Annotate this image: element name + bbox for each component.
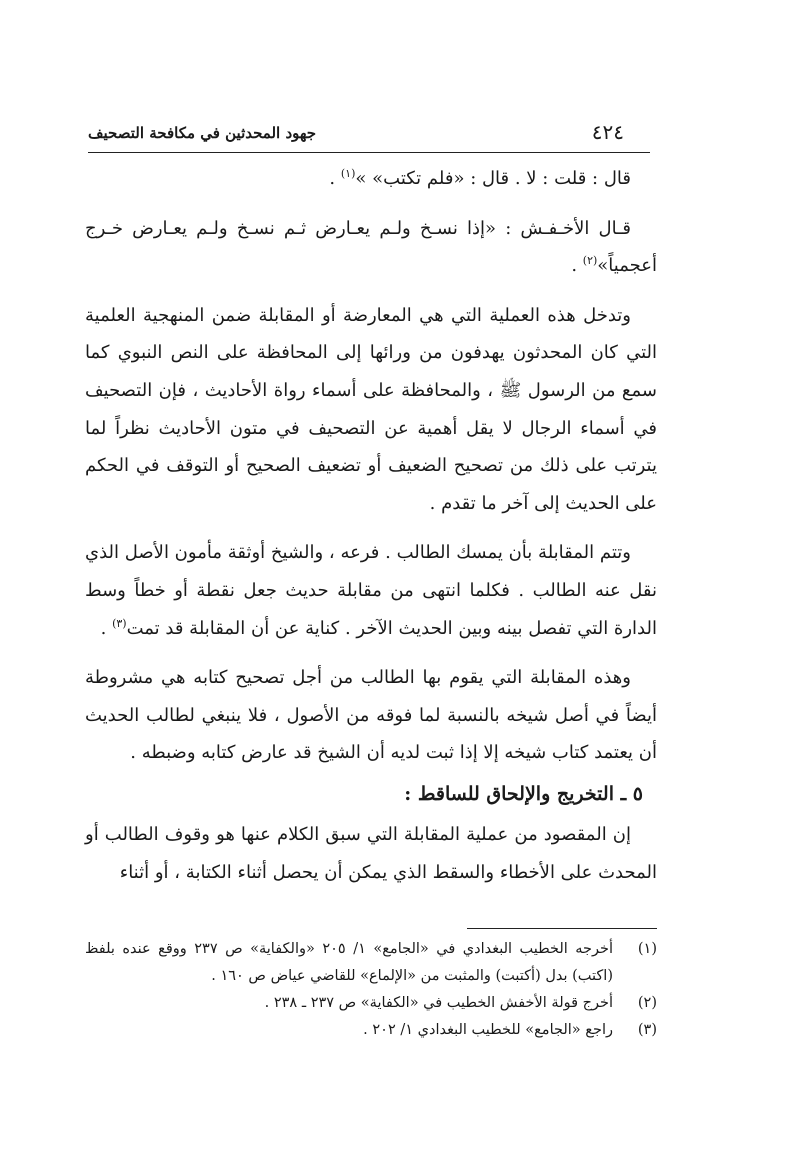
- footnote-ref: (٣): [112, 616, 127, 630]
- paragraph-text: قال : قلت : لا . قال : «فلم تكتب» »: [355, 168, 631, 189]
- footnote: [85, 990, 657, 1017]
- page-number: ٤٢٤: [591, 120, 624, 144]
- paragraph-end: .: [100, 617, 113, 639]
- running-title: جهود المحدثين في مكافحة التصحيف: [88, 124, 317, 142]
- paragraph-text: قـال الأخـفـش : «إذا نسـخ ولـم يعـارض ثـم نسـخ ولـم يعـارض خـرج أعجمياً»: [85, 217, 657, 277]
- main-text: [85, 160, 657, 891]
- paragraph-end: .: [329, 168, 341, 189]
- footnote-mark: (٢): [637, 995, 657, 1011]
- footnote-ref: (١): [340, 167, 356, 180]
- section-heading: ٥ ـ التخريج والإلحاق للساقط :: [404, 782, 643, 805]
- footnote-text: أخرج قولة الأخفش الخطيب في «الكفاية» ص ٢٣٧ ـ ٢٣٨ .: [264, 995, 613, 1011]
- footnotes: [85, 936, 657, 1044]
- paragraph: [85, 534, 657, 647]
- footnote: [85, 1017, 657, 1044]
- paragraph: وهذه المقابلة التي يقوم بها الطالب من أجل تصحيح كتابه هي مشروطة أيضاً في أصل شيخه بالنسبة لما فوقه من الأصول ، فلا ينبغي لطالب الحديث أن يعتمد كتاب شيخه إلا إذا ثبت لديه أن الشيخ قد عارض كتابه وضبطه .: [85, 667, 657, 764]
- paragraph: [85, 210, 657, 285]
- footnote: [85, 936, 657, 990]
- footnote-mark: (٣): [637, 1022, 657, 1038]
- footnote-text: أخرجه الخطيب البغدادي في «الجامع» ١/ ٢٠٥ «والكفاية» ص ٢٣٧ ووقع عنده بلفظ (اكتب) بدل (أكتبت) والمثبت من «الإلماع» للقاضي عياض ص ١٦٠ .: [85, 941, 614, 984]
- paragraph-end: .: [571, 255, 583, 277]
- paragraph: وتدخل هذه العملية التي هي المعارضة أو المقابلة ضمن المنهجية العلمية التي كان المحدثون يهدفون من ورائها إلى المحافظة على النص النبوي كما سمع من الرسول ﷺ ، والمحافظة على أسماء رواة الأحاديث ، فإن التصحيف في أسماء الرجال لا يقل أهمية عن التصحيف في متون الأحاديث نظراً لما يترتب على ذلك من تصحيح الضعيف أو تضعيف الصحيح أو التوقف في الحكم على الحديث إلى آخر ما تقدم .: [85, 304, 657, 514]
- page-header: [88, 118, 650, 153]
- paragraph: إن المقصود من عملية المقابلة التي سبق الكلام عنها هو وقوف الطالب أو المحدث على الأخطاء والسقط الذي يمكن أن يحصل أثناء الكتابة ، أو أثناء: [85, 823, 657, 883]
- footnote-mark: (١): [637, 941, 657, 957]
- footnote-separator: [467, 928, 657, 929]
- paragraph-text: وتتم المقابلة بأن يمسك الطالب . فرعه ، والشيخ أوثقة مأمون الأصل الذي نقل عنه الطالب . فكلما انتهى من مقابلة حديث جعل نقطة أو خطاً وسط الدارة التي تفصل بينه وبين الحديث الآخر . كناية عن أن المقابلة قد تمت: [85, 542, 657, 639]
- footnote-ref: (٢): [582, 254, 598, 268]
- paragraph: [85, 160, 657, 198]
- footnote-text: راجع «الجامع» للخطيب البغدادي ١/ ٢٠٢ .: [363, 1022, 613, 1038]
